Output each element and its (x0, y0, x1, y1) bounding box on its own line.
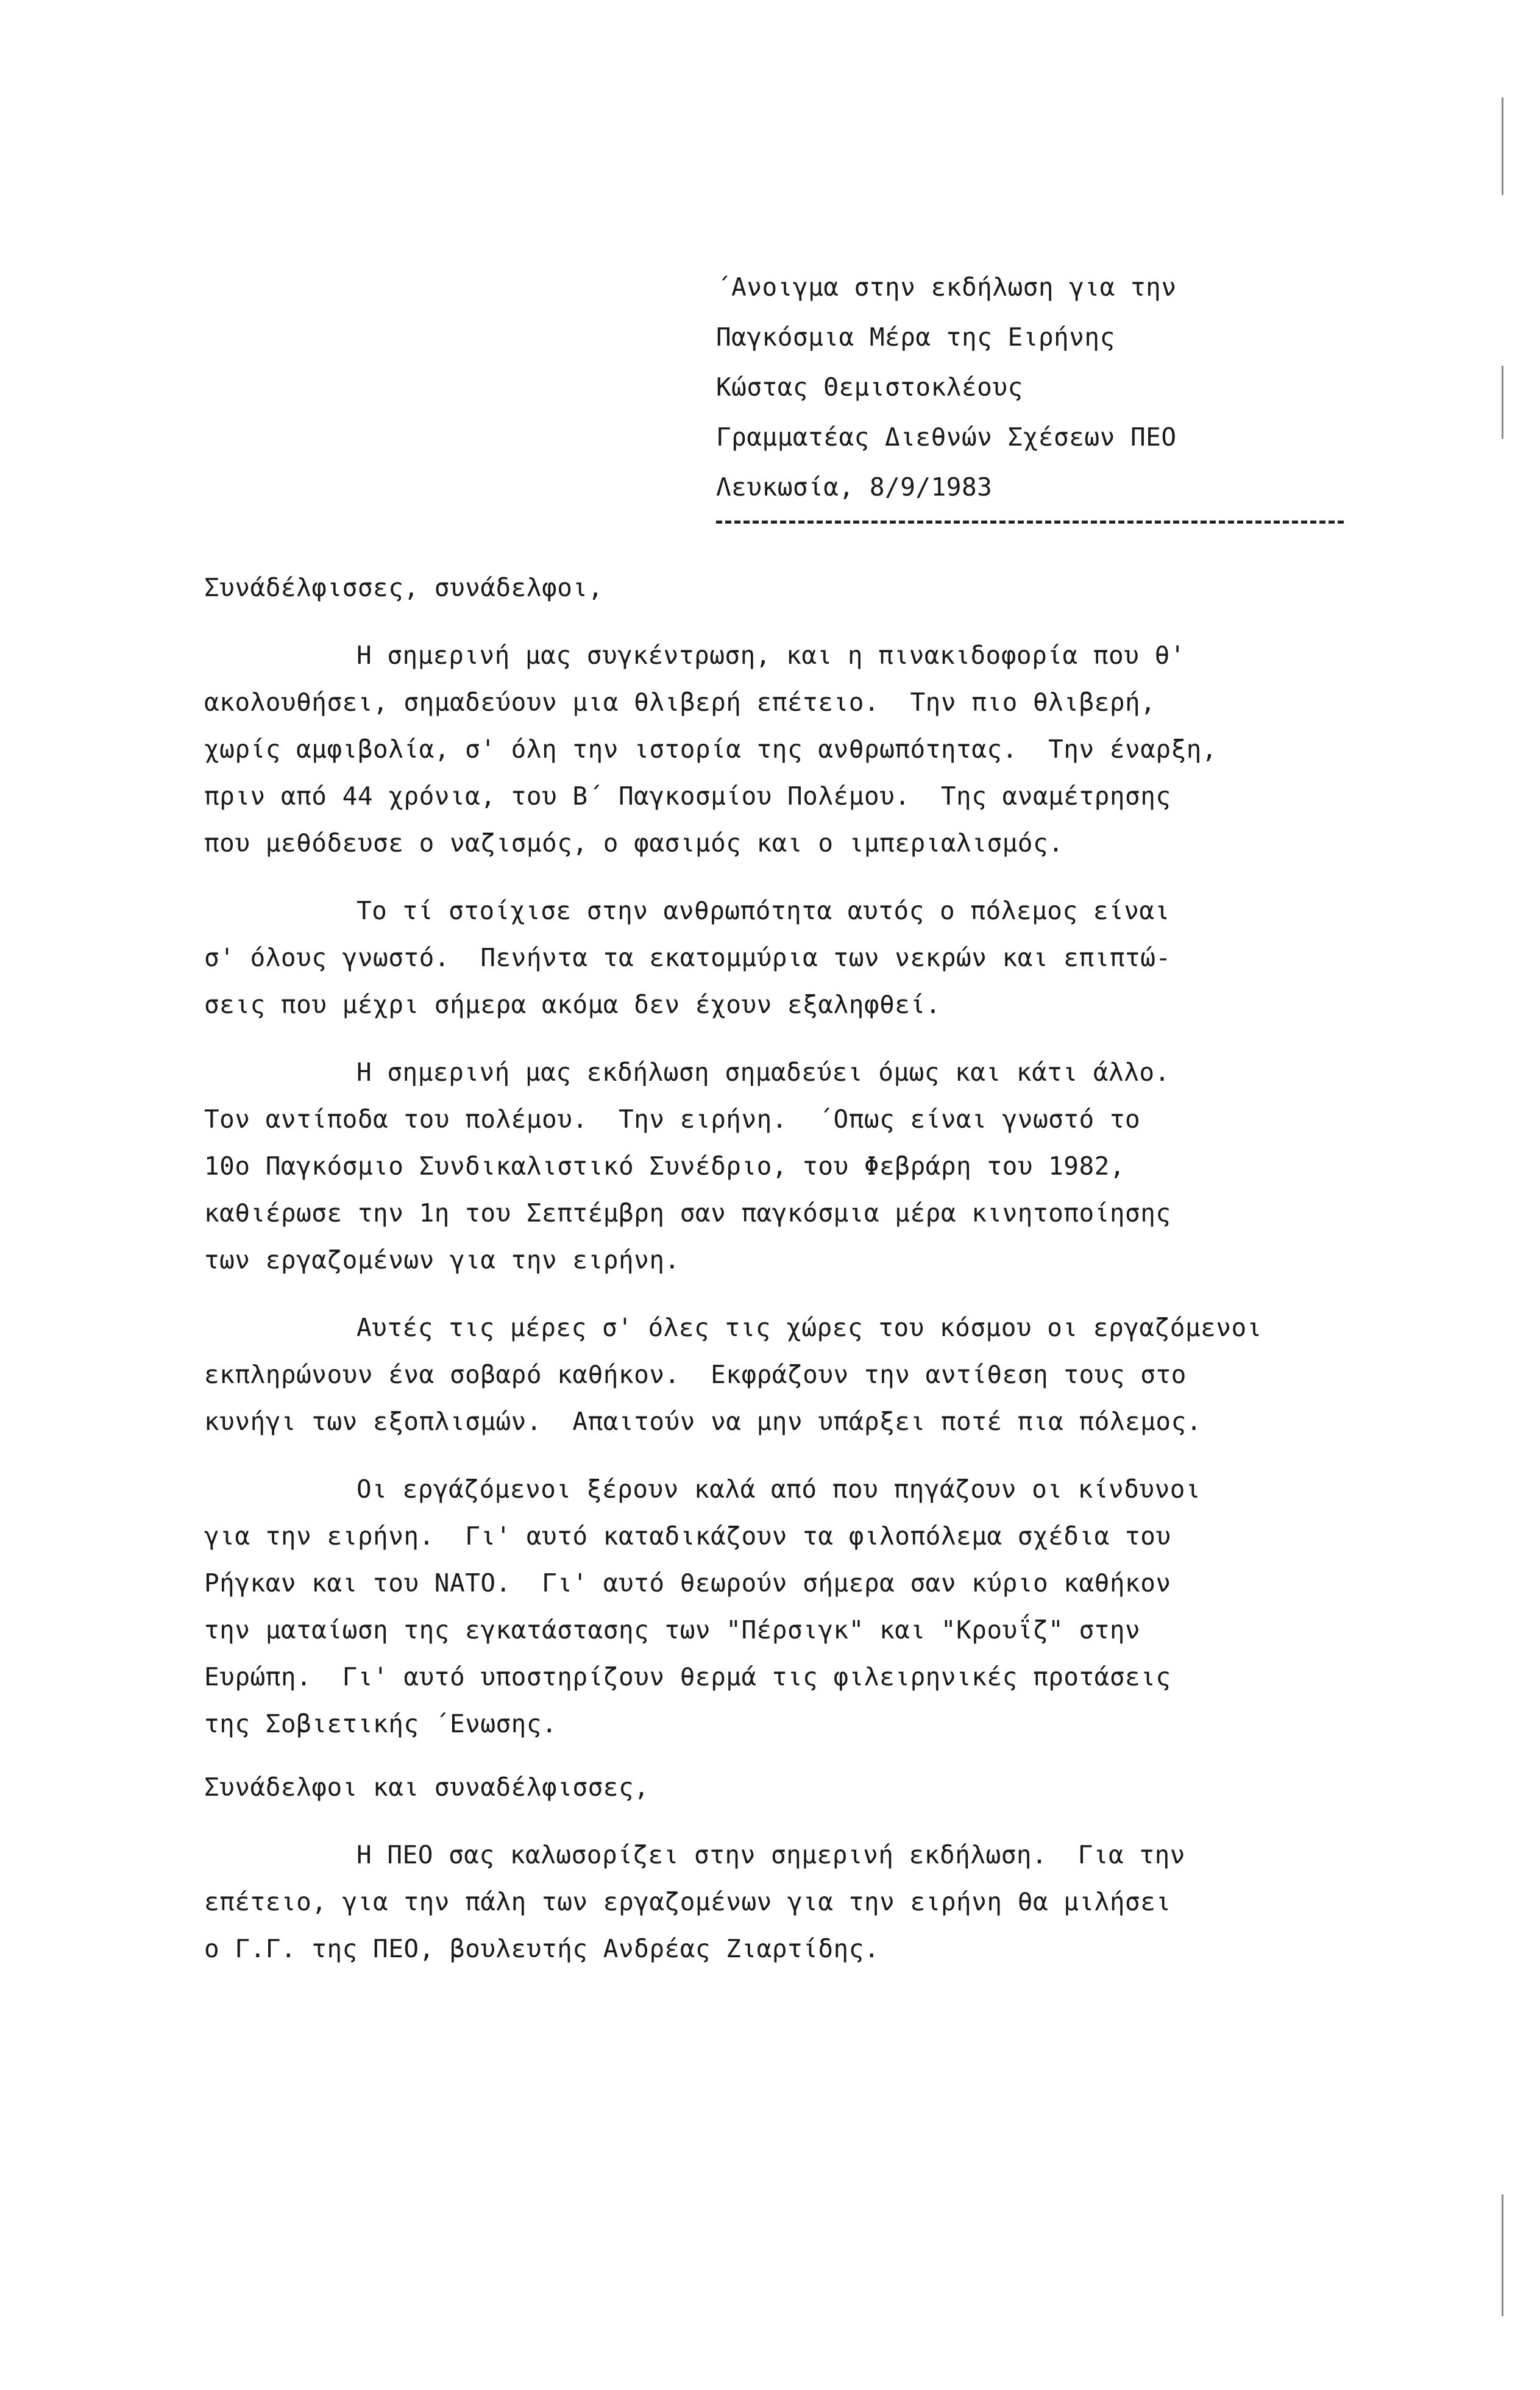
paragraph-line: για την ειρήνη. Γι' αυτό καταδικάζουν τα φιλοπόλεμα σχέδια του (204, 1521, 1171, 1551)
paragraph-line: καθιέρωσε την 1η του Σεπτέμβρη σαν παγκόσμια μέρα κινητοποίησης (204, 1198, 1171, 1228)
paragraph-line: επέτειο, για την πάλη των εργαζομένων για την ειρήνη θα μιλήσει (204, 1887, 1171, 1916)
paragraph-line: ο Γ.Γ. της ΠΕΟ, βουλευτής Ανδρέας Ζιαρτίδης. (204, 1934, 880, 1963)
paragraph-5 (204, 1466, 1472, 1748)
paragraph-line: της Σοβιετικής ΄Ενωσης. (204, 1709, 558, 1738)
header-author: Κώστας Θεμιστοκλέους (716, 372, 1023, 402)
paragraph-4 (204, 1304, 1472, 1445)
paragraph-line: Αυτές τις μέρες σ' όλες τις χώρες του κόσμου οι εργαζόμενοι (357, 1313, 1262, 1342)
scan-edge-mark (1502, 2194, 1503, 2316)
paragraph-line: Οι εργάζόμενοι ξέρουν καλά από που πηγάζουν οι κίνδυνοι (357, 1474, 1201, 1504)
header-title-line-2: Παγκόσμια Μέρα της Ειρήνης (716, 322, 1115, 352)
paragraph-line: χωρίς αμφιβολία, σ' όλη την ιστορία της ανθρωπότητας. Την έναρξη, (204, 734, 1218, 764)
paragraph-line: εκπληρώνουν ένα σοβαρό καθήκον. Εκφράζουν την αντίθεση τους στο (204, 1360, 1187, 1389)
paragraph-line: που μεθόδευσε ο ναζισμός, ο φασιμός και ο ιμπεριαλισμός. (204, 828, 1064, 858)
paragraph-2 (204, 887, 1472, 1028)
paragraph-line: Ευρώπη. Γι' αυτό υποστηρίζουν θερμά τις φιλειρηνικές προτάσεις (204, 1662, 1171, 1691)
paragraph-line: Τον αντίποδα του πολέμου. Την ειρήνη. ΄Οπως είναι γνωστό το (204, 1104, 1141, 1134)
header-place-date: Λευκωσία, 8/9/1983 (716, 472, 993, 502)
paragraph-line: Η σημερινή μας εκδήλωση σημαδεύει όμως και κάτι άλλο. (357, 1058, 1170, 1087)
paragraph-line: σεις που μέχρι σήμερα ακόμα δεν έχουν εξαληφθεί. (204, 990, 941, 1019)
paragraph-line: των εργαζομένων για την ειρήνη. (204, 1245, 680, 1275)
paragraph-line: ακολουθήσει, σημαδεύουν μια θλιβερή επέτειο. Την πιο θλιβερή, (204, 688, 1156, 717)
document-header (716, 262, 1417, 524)
paragraph-line: κυνήγι των εξοπλισμών. Απαιτούν να μην υπάρξει ποτέ πια πόλεμος. (204, 1407, 1202, 1436)
scan-edge-mark (1502, 98, 1503, 195)
scan-edge-mark (1502, 366, 1503, 439)
header-title-line-1: ΄Ανοιγμα στην εκδήλωση για την (716, 272, 1177, 302)
header-author-role: Γραμματέας Διεθνών Σχέσεων ΠΕΟ (716, 422, 1177, 452)
salutation-opening: Συνάδέλφισσες, συνάδελφοι, (204, 573, 603, 602)
salutation-second: Συνάδελφοι και συναδέλφισσες, (204, 1773, 650, 1802)
paragraph-line: 10ο Παγκόσμιο Συνδικαλιστικό Συνέδριο, του Φεβράρη του 1982, (204, 1151, 1126, 1181)
paragraph-1 (204, 632, 1472, 867)
paragraph-3 (204, 1049, 1472, 1284)
paragraph-closing (204, 1832, 1472, 1972)
paragraph-line: Ρήγκαν και του ΝΑΤΟ. Γι' αυτό θεωρούν σήμερα σαν κύριο καθήκον (204, 1568, 1171, 1598)
paragraph-line: Το τί στοίχισε στην ανθρωπότητα αυτός ο πόλεμος είναι (357, 896, 1170, 925)
paragraph-line: πριν από 44 χρόνια, του Β΄ Παγκοσμίου Πολέμου. Της αναμέτρησης (204, 781, 1171, 811)
document-body (204, 564, 1472, 1972)
header-divider (716, 521, 1344, 524)
paragraph-line: Η ΠΕΟ σας καλωσορίζει στην σημερινή εκδήλωση. Για την (357, 1840, 1185, 1869)
paragraph-line: σ' όλους γνωστό. Πενήντα τα εκατομμύρια των νεκρών και επιπτώ- (204, 943, 1171, 972)
paragraph-line: την ματαίωση της εγκατάστασης των "Πέρσιγκ" και "Κρουΐζ" στην (204, 1615, 1141, 1645)
paragraph-line: Η σημερινή μας συγκέντρωση, και η πινακιδοφορία που θ' (357, 641, 1185, 670)
